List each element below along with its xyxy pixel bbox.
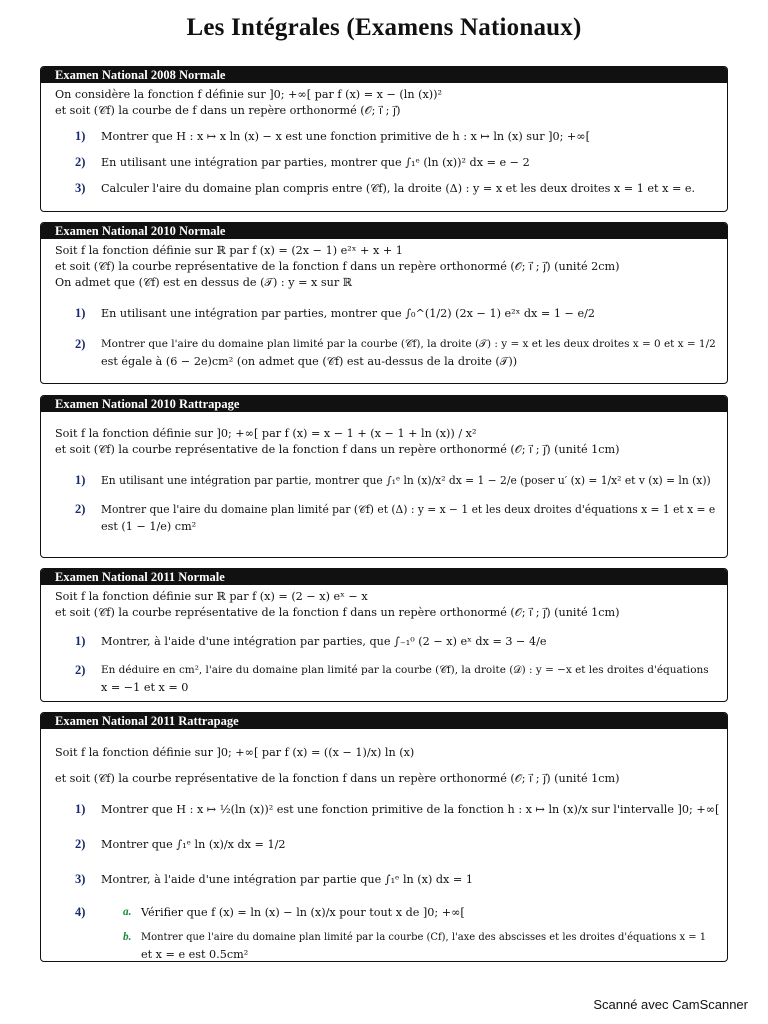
question-text: est égale à (6 − 2e)cm² (on admet que (𝒞f) est au-dessus de la droite (𝒯)): [101, 355, 518, 368]
scanner-watermark: Scanné avec CamScanner: [593, 997, 748, 1012]
question-number: 3): [75, 872, 86, 886]
question: [55, 633, 719, 650]
intro-line: Soit f la fonction définie sur ℝ par f (x) = (2 − x) eˣ − x: [55, 590, 368, 603]
intro-line: et soit (𝒞f) la courbe représentative de la fonction f dans un repère orthonormé (𝒪; i⃗ ; j⃗) (unité 1cm): [55, 772, 620, 785]
sub-question-text: Montrer que l'aire du domaine plan limité par la courbe (Cf), l'axe des abscisses et les droites d'équations x = 1: [141, 932, 707, 943]
question-number: 1): [75, 129, 86, 143]
question-text: x = −1 et x = 0: [101, 681, 189, 694]
section-header: Examen National 2010 Normale: [41, 223, 727, 239]
question-number: 1): [75, 473, 86, 487]
question-text: est (1 − 1/e) cm²: [101, 520, 197, 533]
sub-question: [101, 904, 719, 921]
question: [55, 180, 719, 197]
question: [55, 305, 719, 322]
section-header: Examen National 2011 Normale: [41, 569, 727, 585]
question-text: Montrer que l'aire du domaine plan limité par la courbe (𝒞f), la droite (𝒯) : y = x et les deux droites x = 0 et x = 1/2: [101, 338, 716, 350]
question: [55, 836, 719, 853]
sub-question-text: et x = e est 0.5cm²: [141, 948, 249, 961]
intro-line: On considère la fonction f définie sur ]0; +∞[ par f (x) = x − (ln (x))²: [55, 88, 443, 101]
intro-line: et soit (𝒞f) la courbe représentative de la fonction f dans un repère orthonormé (𝒪; i⃗ ; j⃗) (unité 1cm): [55, 606, 620, 619]
question-text: En utilisant une intégration par parties, montrer que ∫₀^(1/2) (2x − 1) e²ˣ dx = 1 − e/2: [101, 307, 595, 320]
question-number: 2): [75, 502, 86, 516]
question: [55, 501, 719, 535]
question: [55, 154, 719, 171]
intro-line: et soit (𝒞f) la courbe représentative de la fonction f dans un repère orthonormé (𝒪; i⃗ ; j⃗) (unité 2cm): [55, 260, 620, 273]
sub-question-label: b.: [123, 931, 132, 943]
question: [55, 871, 719, 888]
exam-section: [40, 222, 728, 384]
sub-question: [101, 929, 719, 962]
intro-line: Soit f la fonction définie sur ℝ par f (x) = (2x − 1) e²ˣ + x + 1: [55, 244, 403, 257]
question-text: Montrer que H : x ↦ x ln (x) − x est une fonction primitive de h : x ↦ ln (x) sur ]0; +∞[: [101, 130, 590, 143]
question-number: 1): [75, 802, 86, 816]
sub-question-label: a.: [123, 906, 132, 918]
question-number: 2): [75, 663, 86, 677]
intro-line: Soit f la fonction définie sur ]0; +∞[ par f (x) = x − 1 + (x − 1 + ln (x)) / x²: [55, 427, 477, 440]
question: [55, 904, 719, 962]
exam-section: [40, 395, 728, 558]
question-number: 2): [75, 155, 86, 169]
question: [55, 801, 719, 818]
question-number: 1): [75, 306, 86, 320]
question: [55, 472, 719, 489]
exam-section: [40, 712, 728, 962]
sub-question-text: Vérifier que f (x) = ln (x) − ln (x)/x pour tout x de ]0; +∞[: [141, 906, 465, 919]
exam-section: [40, 568, 728, 702]
intro-line: et soit (𝒞f) la courbe représentative de la fonction f dans un repère orthonormé (𝒪; i⃗ ; j⃗) (unité 1cm): [55, 443, 620, 456]
question-number: 4): [75, 905, 86, 919]
intro-line: Soit f la fonction définie sur ]0; +∞[ par f (x) = ((x − 1)/x) ln (x): [55, 746, 415, 759]
question-number: 1): [75, 634, 86, 648]
question-text: En utilisant une intégration par partie, montrer que ∫₁ᵉ ln (x)/x² dx = 1 − 2/e (poser u′ (x) = 1/x² et v (x) = ln (x)): [101, 474, 711, 487]
section-header: Examen National 2011 Rattrapage: [41, 713, 727, 729]
intro-line: et soit (𝒞f) la courbe de f dans un repère orthonormé (𝒪; i⃗ ; j⃗): [55, 104, 401, 117]
question-text: Montrer que H : x ↦ ½(ln (x))² est une fonction primitive de la fonction h : x ↦ ln (x)/x sur l'intervalle ]0; +∞[: [101, 803, 720, 816]
question-number: 2): [75, 337, 86, 351]
intro-line: On admet que (𝒞f) est en dessus de (𝒯) : y = x sur ℝ: [55, 276, 353, 289]
question-text: Montrer que l'aire du domaine plan limité par (𝒞f) et (Δ) : y = x − 1 et les deux droites d'équations x = 1 et x = e: [101, 503, 716, 516]
question-text: Calculer l'aire du domaine plan compris entre (𝒞f), la droite (Δ) : y = x et les deux droites x = 1 et x = e.: [101, 182, 696, 195]
section-header: Examen National 2010 Rattrapage: [41, 396, 727, 412]
question: [55, 336, 719, 370]
question-text: Montrer, à l'aide d'une intégration par partie que ∫₁ᵉ ln (x) dx = 1: [101, 873, 473, 886]
question-text: En utilisant une intégration par parties, montrer que ∫₁ᵉ (ln (x))² dx = e − 2: [101, 156, 530, 169]
question-text: En déduire en cm², l'aire du domaine plan limité par la courbe (𝒞f), la droite (𝒟) : y = −x et les droites d'équations: [101, 664, 709, 676]
question-text: Montrer, à l'aide d'une intégration par parties, que ∫₋₁⁰ (2 − x) eˣ dx = 3 − 4/e: [101, 635, 547, 648]
question: [55, 128, 719, 145]
page-title: Les Intégrales (Examens Nationaux): [186, 14, 582, 41]
question-number: 3): [75, 181, 86, 195]
question-number: 2): [75, 837, 86, 851]
question-text: Montrer que ∫₁ᵉ ln (x)/x dx = 1/2: [101, 838, 286, 851]
question: [55, 662, 719, 696]
section-header: Examen National 2008 Normale: [41, 67, 727, 83]
exam-section: [40, 66, 728, 212]
